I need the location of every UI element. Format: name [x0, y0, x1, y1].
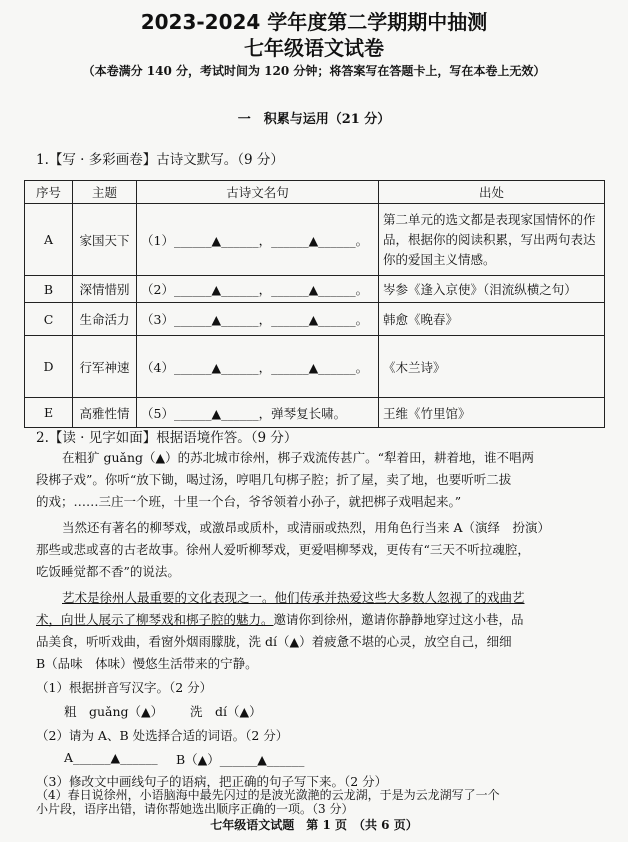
answer-blank[interactable]: （1）______▲______，______▲______。	[137, 204, 379, 276]
row-theme: 行军神速	[73, 336, 137, 398]
subquestion-4-line2: 小片段，语序出错，请你帮她选出顺序正确的一项。（3 分）	[36, 802, 354, 816]
row-id: A	[25, 204, 73, 276]
exam-subtitle: 七年级语文试卷	[244, 36, 384, 60]
subquestion-3: （3）修改文中画线句子的语病，把正确的句子写下来。（2 分）	[36, 774, 388, 789]
table-header-row	[25, 181, 605, 204]
passage-line: 段梆子戏”。你听“放下锄，喝过汤，哼唱几句梆子腔；折了屋，卖了地，也要听听二拔	[36, 472, 512, 487]
passage-line: 在粗犷 guǎng（▲）的苏北城市徐州，梆子戏流传甚广。“犁着田，耕着地，谁不唱两	[62, 450, 535, 465]
subquestion-4-line1: （4）春日说徐州，小语脑海中最先闪过的是波光潋滟的云龙湖，于是为云龙湖写了一个	[36, 788, 500, 802]
column-header: 主题	[73, 181, 137, 204]
row-theme: 生命活力	[73, 303, 137, 336]
row-id: D	[25, 336, 73, 398]
row-source: 第二单元的选文都是表现家国情怀的作品，根据你的阅读积累，写出两句表达你的爱国主义情感。	[379, 204, 605, 276]
answer-blank[interactable]: （5）______▲______，弹琴复长啸。	[137, 398, 379, 428]
answer-blank[interactable]: （3）______▲______，______▲______。	[137, 303, 379, 336]
row-id: B	[25, 276, 73, 303]
question-2-prompt: 2.【读 · 见字如面】根据语境作答。（9 分）	[36, 430, 298, 446]
passage-line: 那些或悲或喜的古老故事。徐州人爱听柳琴戏，更爱唱柳琴戏，更传有“三天不听拉魂腔，	[36, 542, 530, 557]
answer-blank[interactable]: A______▲______	[64, 750, 158, 765]
exam-title: 2023-2024 学年度第二学期期中抽测	[140, 10, 488, 34]
answer-blank[interactable]: 洗 dí（▲）	[190, 704, 262, 719]
underlined-sentence: 艺术是徐州人最重要的文化表现之一。他们传承并热爱这些大多数人忽视了的戏曲艺	[62, 590, 525, 605]
column-header: 序号	[25, 181, 73, 204]
table-row	[25, 336, 605, 398]
page-footer: 七年级语文试题 第 1 页 （共 6 页）	[210, 818, 418, 832]
row-source: 岑参《逢入京使》（泪流纵横之句）	[379, 276, 605, 303]
passage-line: 吃饭睡觉都不香”的说法。	[36, 564, 180, 579]
row-theme: 高雅性情	[73, 398, 137, 428]
row-id: C	[25, 303, 73, 336]
passage-line: 品美食，听听戏曲，看窗外烟雨朦胧，洗 dí（▲）着疲惫不堪的心灵，放空自己，细细	[36, 634, 512, 649]
table-row	[25, 204, 605, 276]
row-source: 王维《竹里馆》	[379, 398, 605, 428]
passage-line: B（品味 体味）慢悠生活带来的宁静。	[36, 656, 258, 671]
passage-line: 当然还有著名的柳琴戏，或激昂或质朴，或清丽或热烈，用角色行当来 A（演绎 扮演）	[62, 520, 551, 535]
table-row	[25, 398, 605, 428]
section-heading: 一 积累与运用（21 分）	[237, 112, 391, 127]
column-header: 出处	[379, 181, 605, 204]
answer-blank[interactable]: 粗 guǎng（▲）	[64, 704, 164, 719]
poem-table	[24, 180, 605, 428]
table-row	[25, 303, 605, 336]
question-1-prompt: 1.【写 · 多彩画卷】古诗文默写。（9 分）	[36, 152, 284, 168]
column-header: 古诗文名句	[137, 181, 379, 204]
row-theme: 家国天下	[73, 204, 137, 276]
passage-text: 邀请你到徐州，邀请你静静地穿过这小巷，品	[273, 612, 524, 627]
passage-line	[36, 610, 524, 628]
row-source: 《木兰诗》	[379, 336, 605, 398]
passage-line: 的戏；……三庄一个班，十里一个台，爷爷领着小孙子，就把梆子戏唱起来。”	[36, 494, 462, 509]
row-theme: 深情惜别	[73, 276, 137, 303]
exam-note: （本卷满分 140 分，考试时间为 120 分钟；将答案写在答题卡上，写在本卷上无效）	[82, 64, 546, 78]
row-source: 韩愈《晚春》	[379, 303, 605, 336]
row-id: E	[25, 398, 73, 428]
answer-blank[interactable]: （2）______▲______，______▲______。	[137, 276, 379, 303]
table-row	[25, 276, 605, 303]
subquestion-2: （2）请为 A、B 处选择合适的词语。（2 分）	[36, 728, 289, 743]
answer-blank[interactable]: （4）______▲______，______▲______。	[137, 336, 379, 398]
answer-blank[interactable]: B（▲）______▲______	[176, 752, 305, 767]
subquestion-1: （1）根据拼音写汉字。（2 分）	[36, 680, 213, 695]
underlined-sentence: 术，向世人展示了柳琴戏和梆子腔的魅力。	[36, 612, 274, 627]
